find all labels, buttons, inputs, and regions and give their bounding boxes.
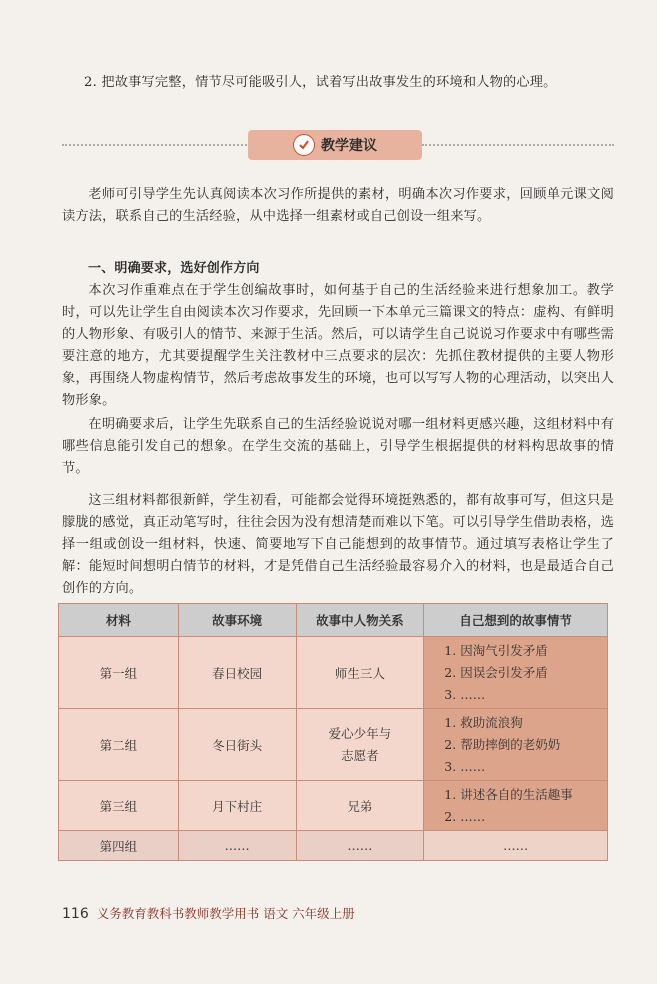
plot-cell [424,831,608,861]
section-banner [62,130,614,160]
plot-cell [424,637,608,709]
relation-cell: 兄弟 [296,781,424,831]
plot-item: 1. 讲述各自的生活趣事 [444,786,573,802]
env-cell: 冬日街头 [178,709,296,781]
table-row [59,781,608,831]
group-cell: 第三组 [59,781,179,831]
table-header: 故事环境 [178,604,296,637]
env-cell: 月下村庄 [178,781,296,831]
section-title: 教学建议 [321,138,377,154]
env-cell: 春日校园 [178,637,296,709]
plot-cell [424,781,608,831]
dotted-divider-right [422,144,614,146]
dotted-divider-left [62,144,250,146]
intro-paragraph: 老师可引导学生先认真阅读本次习作所提供的素材，明确本次习作要求，回顾单元课文阅读方法，联系自己的生活经验，从中选择一组素材或自己创设一组来写。 [62,187,614,224]
table-row [59,831,608,861]
paragraph-1: 本次习作重难点在于学生创编故事时，如何基于自己的生活经验来进行想象加工。教学时，可以先让学生自由阅读本次习作要求，先回顾一下本单元三篇课文的特点：虚构、有鲜明的人物形象、有吸引人的情节、来源于生活。然后，可以请学生自己说说习作要求中有哪些需要注意的地方，尤其要提醒学生关注教材中三点要求的层次：先抓住教材提供的主要人物形象，再围绕人物虚构情节，然后考虑故事发生的环境，也可以写写人物的心理活动，以突出人物形象。 [62,283,614,408]
plot-item: 3. …… [444,686,486,702]
plot-cell [424,709,608,781]
section-title-pill [248,130,422,160]
plot-item: 3. …… [444,758,486,774]
table-row [59,637,608,709]
paragraph-3: 这三组材料都很新鲜，学生初看，可能都会觉得环境挺熟悉的，都有故事可写，但这只是朦胧的感觉，真正动笔写时，往往会因为没有想清楚而难以下笔。可以引导学生借助表格，选择一组或创设一组材料，快速、简要地写下自己能想到的故事情节。通过填写表格让学生了解：能短时间想明白情节的材料，才是凭借自己生活经验最容易介入的材料，也是最适合自己创作的方向。 [62,493,614,596]
relation-cell: 师生三人 [296,637,424,709]
group-cell: 第四组 [59,831,179,861]
page-number: 116 [62,906,89,922]
plot-item: 1. 因淘气引发矛盾 [444,642,548,658]
plot-item: 1. 救助流浪狗 [444,714,523,730]
page-footer [62,904,355,922]
paragraph-2: 在明确要求后，让学生先联系自己的生活经验说说对哪一组材料更感兴趣，这组材料中有哪些信息能引发自己的想象。在学生交流的基础上，引导学生根据提供的材料构思故事的情节。 [62,417,614,476]
book-title: 义务教育教科书教师教学用书 语文 六年级上册 [96,906,355,921]
checkmark-icon [293,134,315,156]
plot-item: 2. …… [444,808,486,824]
heading-1: 一、明确要求，选好创作方向 [88,261,260,276]
group-cell: 第二组 [59,709,179,781]
table-row [59,709,608,781]
table-header: 材料 [59,604,179,637]
group-cell: 第一组 [59,637,179,709]
requirement-item-2: 2. 把故事写完整，情节尽可能吸引人，试着写出故事发生的环境和人物的心理。 [84,75,557,90]
plot-item: 2. 帮助摔倒的老奶奶 [444,736,561,752]
env-cell: …… [178,831,296,861]
table-header: 故事中人物关系 [296,604,424,637]
relation-cell: …… [296,831,424,861]
table-header: 自己想到的故事情节 [424,604,608,637]
material-table [58,603,608,861]
plot-item: 2. 因误会引发矛盾 [444,664,548,680]
relation-cell: 爱心少年与 志愿者 [296,709,424,781]
table-header-row [59,604,608,637]
plot-item: …… [503,837,529,853]
